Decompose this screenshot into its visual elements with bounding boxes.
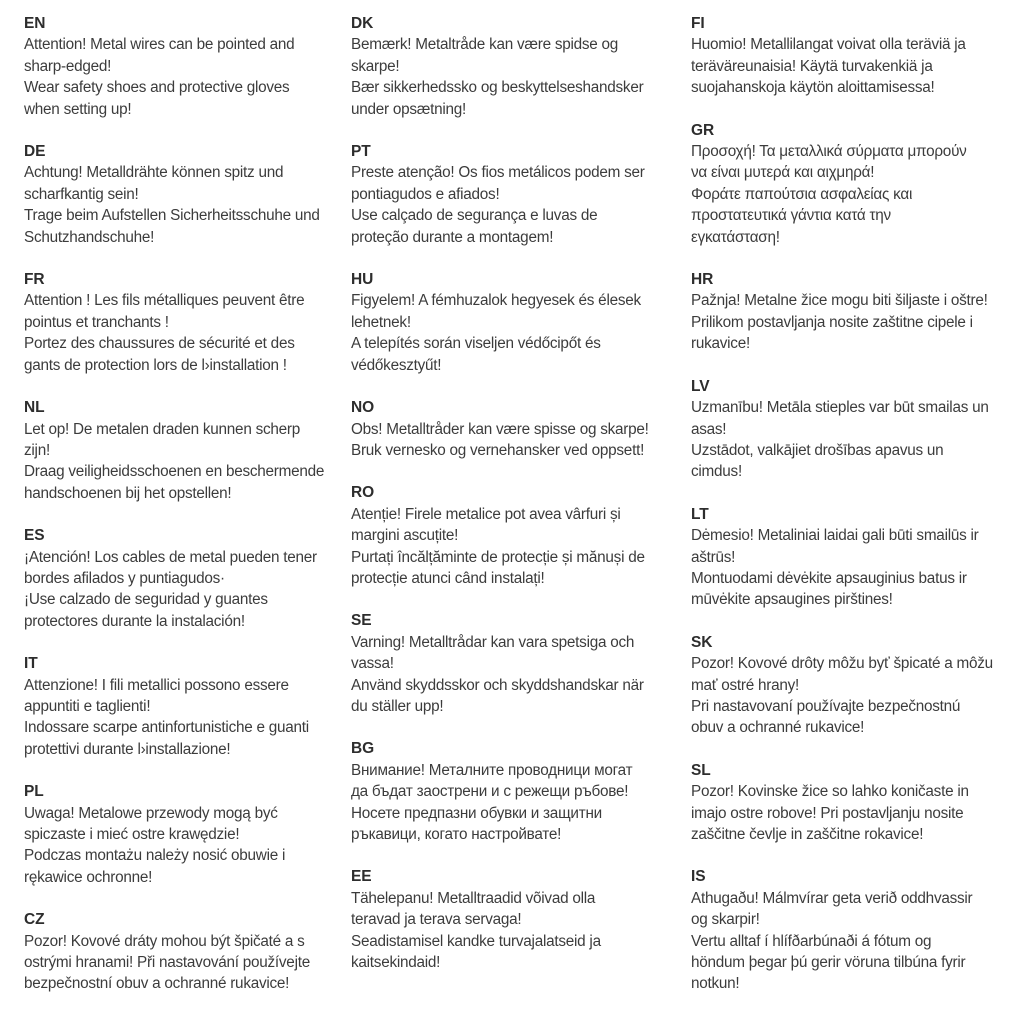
warning-text-line: να είναι μυτερά και αιχμηρά!: [691, 164, 875, 182]
warning-text-line: Figyelem! A fémhuzalok hegyesek és élesek: [351, 292, 641, 310]
warning-text-line: scharfkantig sein!: [24, 185, 139, 203]
language-code-label: HR: [691, 271, 714, 289]
warning-text-line: да бъдат заострени и с режещи ръбове!: [351, 783, 629, 801]
warning-text-line: Let op! De metalen draden kunnen scherp: [24, 420, 300, 438]
language-section-pl: [24, 781, 348, 888]
warning-text-line: Varning! Metalltrådar kan vara spetsiga och: [351, 633, 635, 651]
language-section-ro: [351, 482, 675, 589]
language-section-gr: [691, 120, 1015, 248]
language-code-label: NL: [24, 399, 45, 417]
language-section-nl: [24, 397, 348, 504]
warning-text-line: Pozor! Kovinske žice so lahko koničaste in: [691, 783, 969, 801]
language-section-it: [24, 653, 348, 760]
warning-text-line: when setting up!: [24, 100, 132, 118]
warning-text-line: aštrūs!: [691, 548, 736, 566]
warning-text-line: Athugaðu! Málmvírar geta verið oddhvassir: [691, 889, 973, 907]
warning-text-line: Προσοχή! Τα μεταλλικά σύρματα μπορούν: [691, 143, 967, 161]
warnings-column-1: [24, 13, 348, 1016]
warning-text-line: margini ascuțite!: [351, 527, 459, 545]
language-section-de: [24, 141, 348, 248]
warning-text-line: ¡Atención! Los cables de metal pueden tener: [24, 548, 317, 566]
warning-text-line: protectores durante la instalación!: [24, 612, 245, 630]
warnings-column-3: [691, 13, 1015, 1016]
language-section-lv: [691, 376, 1015, 483]
language-section-no: [351, 397, 675, 461]
language-code-label: LV: [691, 377, 710, 395]
language-code-label: SL: [691, 761, 711, 779]
warnings-column-2: [351, 13, 675, 994]
language-code-label: SK: [691, 633, 713, 651]
warning-text-line: Bemærk! Metaltråde kan være spidse og: [351, 36, 619, 54]
language-section-fr: [24, 269, 348, 376]
warning-text-line: cimdus!: [691, 463, 742, 481]
warning-text-line: ¡Use calzado de seguridad y guantes: [24, 591, 268, 609]
warning-text-line: bordes afilados y puntiagudos·: [24, 569, 225, 587]
warning-text-line: Trage beim Aufstellen Sicherheitsschuhe und: [24, 207, 320, 225]
warning-text-line: ръкавици, когато настройвате!: [351, 826, 562, 843]
language-code-label: FI: [691, 15, 705, 32]
warning-text-line: lehetnek!: [351, 313, 411, 331]
language-code-label: PL: [24, 783, 44, 801]
language-code-label: PT: [351, 143, 371, 161]
language-section-se: [351, 610, 675, 717]
language-section-bg: [351, 738, 675, 845]
warning-text-line: Purtați încălțăminte de protecție și mănuși de: [351, 548, 645, 566]
warning-text-line: Uwaga! Metalowe przewody mogą być: [24, 804, 278, 822]
warning-text-line: Pozor! Kovové drôty môžu byť špicaté a môžu: [691, 655, 993, 673]
warning-text-line: teravad ja terava servaga!: [351, 911, 522, 929]
language-code-label: HU: [351, 271, 374, 289]
warning-text-line: höndum þegar þú gerir vöruna tilbúna fyrir: [691, 954, 966, 972]
warning-text-line: mūvėkite apsaugines pirštines!: [691, 591, 893, 609]
warning-text-line: Vertu alltaf í hlífðarbúnaði á fótum og: [691, 932, 932, 950]
language-code-label: DK: [351, 15, 374, 32]
language-code-label: NO: [351, 399, 375, 417]
warning-text-line: Bruk vernesko og vernehansker ved oppsett!: [351, 441, 645, 459]
language-section-sk: [691, 632, 1015, 739]
warning-text-line: vassa!: [351, 655, 394, 673]
warning-text-line: appuntiti e taglienti!: [24, 697, 151, 715]
warning-text-line: teräväreunaisia! Käytä turvakenkiä ja: [691, 57, 933, 75]
warning-text-line: ostrými hranami! Při nastavování používejte: [24, 954, 310, 972]
language-section-pt: [351, 141, 675, 248]
language-section-sl: [691, 760, 1015, 846]
warning-text-line: pointus et tranchants !: [24, 313, 169, 331]
warning-text-line: handschoenen bij het opstellen!: [24, 484, 232, 502]
warning-text-line: pontiagudos e afiados!: [351, 185, 500, 203]
language-code-label: EN: [24, 15, 46, 32]
warning-text-line: Indossare scarpe antinfortunistiche e guanti: [24, 719, 309, 737]
warning-text-line: zijn!: [24, 441, 50, 459]
language-section-dk: [351, 13, 675, 120]
language-section-cz: [24, 909, 348, 995]
language-section-en: [24, 13, 348, 120]
warning-text-line: kaitsekindaid!: [351, 954, 441, 972]
warning-text-line: rukavice!: [691, 335, 750, 353]
language-code-label: ES: [24, 527, 45, 545]
language-code-label: IS: [691, 868, 706, 886]
warning-text-line: Внимание! Металните проводници могат: [351, 761, 633, 779]
warning-text-line: Use calçado de segurança e luvas de: [351, 207, 598, 225]
warning-text-line: mať ostré hrany!: [691, 676, 800, 694]
warning-text-line: sharp-edged!: [24, 57, 112, 75]
warning-text-line: védőkesztyűt!: [351, 356, 442, 374]
warning-text-line: gants de protection lors de l›installation !: [24, 356, 287, 374]
language-code-label: IT: [24, 655, 38, 673]
language-section-is: [691, 866, 1015, 994]
language-code-label: EE: [351, 868, 372, 886]
language-code-label: DE: [24, 143, 46, 161]
warning-text-line: under opsætning!: [351, 100, 467, 118]
warning-text-line: protecție atunci când instalați!: [351, 569, 545, 587]
warning-text-line: imajo ostre robove! Pri postavljanju nosite: [691, 804, 964, 822]
warning-text-line: Attention ! Les fils métalliques peuvent être: [24, 292, 305, 310]
warning-text-line: suojahanskoja käytön aloittamisessa!: [691, 79, 935, 97]
warning-text-line: asas!: [691, 420, 727, 438]
warning-text-line: A telepítés során viseljen védőcipőt és: [351, 335, 601, 353]
warning-text-line: bezpečnostní obuv a ochranné rukavice!: [24, 975, 290, 993]
warning-text-line: Pri nastavovaní používajte bezpečnostnú: [691, 697, 961, 715]
warning-text-line: Attention! Metal wires can be pointed and: [24, 36, 295, 54]
warning-text-line: zaščitne čevlje in zaščitne rokavice!: [691, 826, 924, 843]
language-code-label: CZ: [24, 911, 45, 929]
language-section-fi: [691, 13, 1015, 99]
language-code-label: FR: [24, 271, 45, 289]
language-section-es: [24, 525, 348, 632]
warning-text-line: og skarpir!: [691, 911, 760, 929]
language-section-hr: [691, 269, 1015, 355]
warning-text-line: Montuodami dėvėkite apsauginius batus ir: [691, 569, 967, 587]
warning-text-line: Wear safety shoes and protective gloves: [24, 79, 290, 97]
warning-text-line: Bær sikkerhedssko og beskyttelseshandsker: [351, 79, 644, 97]
warning-text-line: Huomio! Metallilangat voivat olla teräviä ja: [691, 36, 966, 54]
warning-text-line: rękawice ochronne!: [24, 868, 153, 886]
warning-text-line: Podczas montażu należy nosić obuwie i: [24, 847, 286, 865]
warning-text-line: notkun!: [691, 975, 740, 993]
warning-text-line: Använd skyddsskor och skyddshandskar när: [351, 676, 644, 694]
warning-text-line: Dėmesio! Metaliniai laidai gali būti smailūs ir: [691, 527, 979, 545]
warning-text-line: προστατευτικά γάντια κατά την: [691, 207, 891, 225]
warning-text-line: Носете предпазни обувки и защитни: [351, 804, 602, 822]
warning-text-line: Achtung! Metalldrähte können spitz und: [24, 164, 284, 182]
warning-text-line: Preste atenção! Os fios metálicos podem ser: [351, 164, 645, 182]
warning-text-line: Prilikom postavljanja nosite zaštitne cipele i: [691, 313, 973, 331]
warning-text-line: Atenție! Firele metalice pot avea vârfuri și: [351, 505, 621, 523]
warning-text-line: Tähelepanu! Metalltraadid võivad olla: [351, 889, 596, 907]
warning-text-line: Uzstādot, valkājiet drošības apavus un: [691, 441, 944, 459]
warning-text-line: εγκατάσταση!: [691, 228, 780, 246]
warning-text-line: Seadistamisel kandke turvajalatseid ja: [351, 932, 601, 950]
language-code-label: RO: [351, 484, 375, 502]
language-section-lt: [691, 504, 1015, 611]
warning-text-line: Pažnja! Metalne žice mogu biti šiljaste i oštre!: [691, 292, 988, 310]
warning-text-line: Attenzione! I fili metallici possono essere: [24, 676, 289, 694]
language-code-label: LT: [691, 505, 709, 523]
warning-text-line: Pozor! Kovové dráty mohou být špičaté a s: [24, 932, 305, 950]
warning-text-line: Φοράτε παπούτσια ασφαλείας και: [691, 185, 913, 203]
warning-text-line: obuv a ochranné rukavice!: [691, 719, 865, 737]
warning-text-line: skarpe!: [351, 57, 400, 75]
warning-text-line: protettivi durante l›installazione!: [24, 740, 231, 758]
warning-text-line: Schutzhandschuhe!: [24, 228, 155, 246]
warning-text-line: du ställer upp!: [351, 697, 444, 715]
language-code-label: GR: [691, 121, 715, 139]
warning-text-line: Draag veiligheidsschoenen en beschermende: [24, 463, 325, 481]
language-section-ee: [351, 866, 675, 973]
warning-text-line: Uzmanību! Metāla stieples var būt smailas un: [691, 399, 989, 417]
language-code-label: SE: [351, 612, 372, 630]
language-code-label: BG: [351, 740, 375, 758]
warning-text-line: Obs! Metalltråder kan være spisse og skarpe!: [351, 420, 649, 438]
warning-text-line: Portez des chaussures de sécurité et des: [24, 335, 295, 353]
warning-text-line: proteção durante a montagem!: [351, 228, 554, 246]
warning-text-line: spiczaste i mieć ostre krawędzie!: [24, 826, 240, 843]
language-section-hu: [351, 269, 675, 376]
